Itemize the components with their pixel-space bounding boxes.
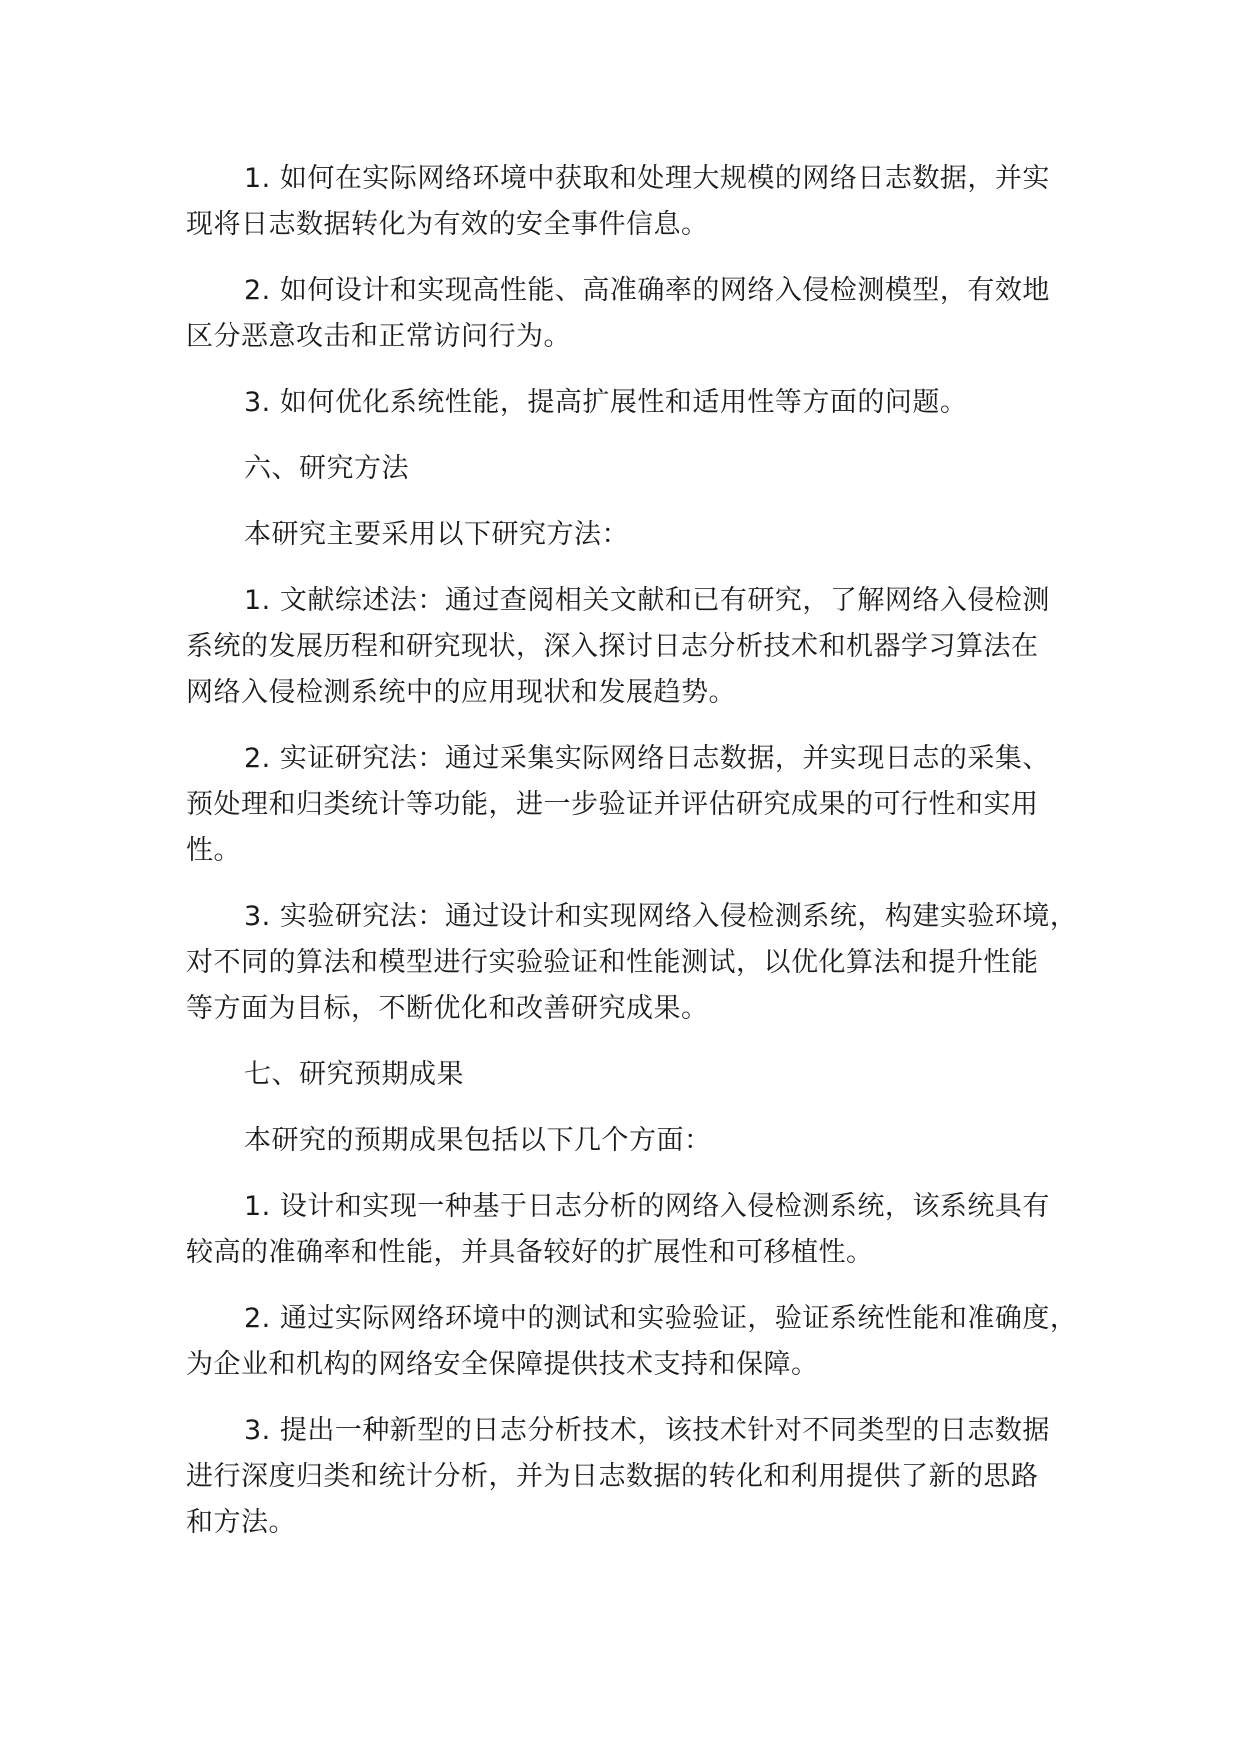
section-heading-research-methods (186, 446, 1086, 492)
text-line: 2. 通过实际网络环境中的测试和实验验证，验证系统性能和准确度， (244, 1303, 1078, 1334)
section-heading-expected-results (186, 1052, 1086, 1098)
text-line: 性。 (186, 835, 241, 866)
text-line: 3. 提出一种新型的日志分析技术，该技术针对不同类型的日志数据 (244, 1415, 1050, 1446)
text-line: 2. 如何设计和实现高性能、高准确率的网络入侵检测模型，有效地 (244, 275, 1050, 306)
text-line: 预处理和归类统计等功能，进一步验证并评估研究成果的可行性和实用 (186, 789, 1039, 820)
text-line: 进行深度归类和统计分析，并为日志数据的转化和利用提供了新的思路 (186, 1461, 1039, 1492)
text-line: 区分恶意攻击和正常访问行为。 (186, 321, 571, 352)
text-line: 为企业和机构的网络安全保障提供技术支持和保障。 (186, 1349, 819, 1380)
paragraph-results-intro (186, 1118, 1086, 1164)
text-line: 现将日志数据转化为有效的安全事件信息。 (186, 209, 709, 240)
text-line: 1. 如何在实际网络环境中获取和处理大规模的网络日志数据，并实 (244, 163, 1050, 194)
paragraph-question-2 (186, 268, 1086, 360)
paragraph-method-1 (186, 578, 1086, 716)
section-heading: 六、研究方法 (244, 453, 409, 484)
paragraph-question-1 (186, 156, 1086, 248)
text-line: 等方面为目标，不断优化和改善研究成果。 (186, 993, 709, 1024)
text-line: 本研究的预期成果包括以下几个方面： (244, 1125, 712, 1156)
paragraph-question-3 (186, 380, 1086, 426)
paragraph-result-2 (186, 1296, 1086, 1388)
text-line: 系统的发展历程和研究现状，深入探讨日志分析技术和机器学习算法在 (186, 631, 1039, 662)
text-line: 较高的准确率和性能，并具备较好的扩展性和可移植性。 (186, 1237, 874, 1268)
paragraph-method-2 (186, 736, 1086, 874)
text-line: 3. 实验研究法：通过设计和实现网络入侵检测系统，构建实验环境， (244, 901, 1078, 932)
paragraph-methods-intro (186, 512, 1086, 558)
text-line: 对不同的算法和模型进行实验验证和性能测试，以优化算法和提升性能 (186, 947, 1039, 978)
text-line: 1. 文献综述法：通过查阅相关文献和已有研究，了解网络入侵检测 (244, 585, 1050, 616)
text-line: 2. 实证研究法：通过采集实际网络日志数据，并实现日志的采集、 (244, 743, 1050, 774)
section-heading: 七、研究预期成果 (244, 1059, 464, 1090)
document-body (186, 156, 1086, 1566)
paragraph-method-3 (186, 894, 1086, 1032)
text-line: 本研究主要采用以下研究方法： (244, 519, 629, 550)
text-line: 网络入侵检测系统中的应用现状和发展趋势。 (186, 677, 736, 708)
paragraph-result-1 (186, 1184, 1086, 1276)
paragraph-result-3 (186, 1408, 1086, 1546)
text-line: 1. 设计和实现一种基于日志分析的网络入侵检测系统，该系统具有 (244, 1191, 1050, 1222)
text-line: 和方法。 (186, 1507, 296, 1538)
text-line: 3. 如何优化系统性能，提高扩展性和适用性等方面的问题。 (244, 387, 968, 418)
